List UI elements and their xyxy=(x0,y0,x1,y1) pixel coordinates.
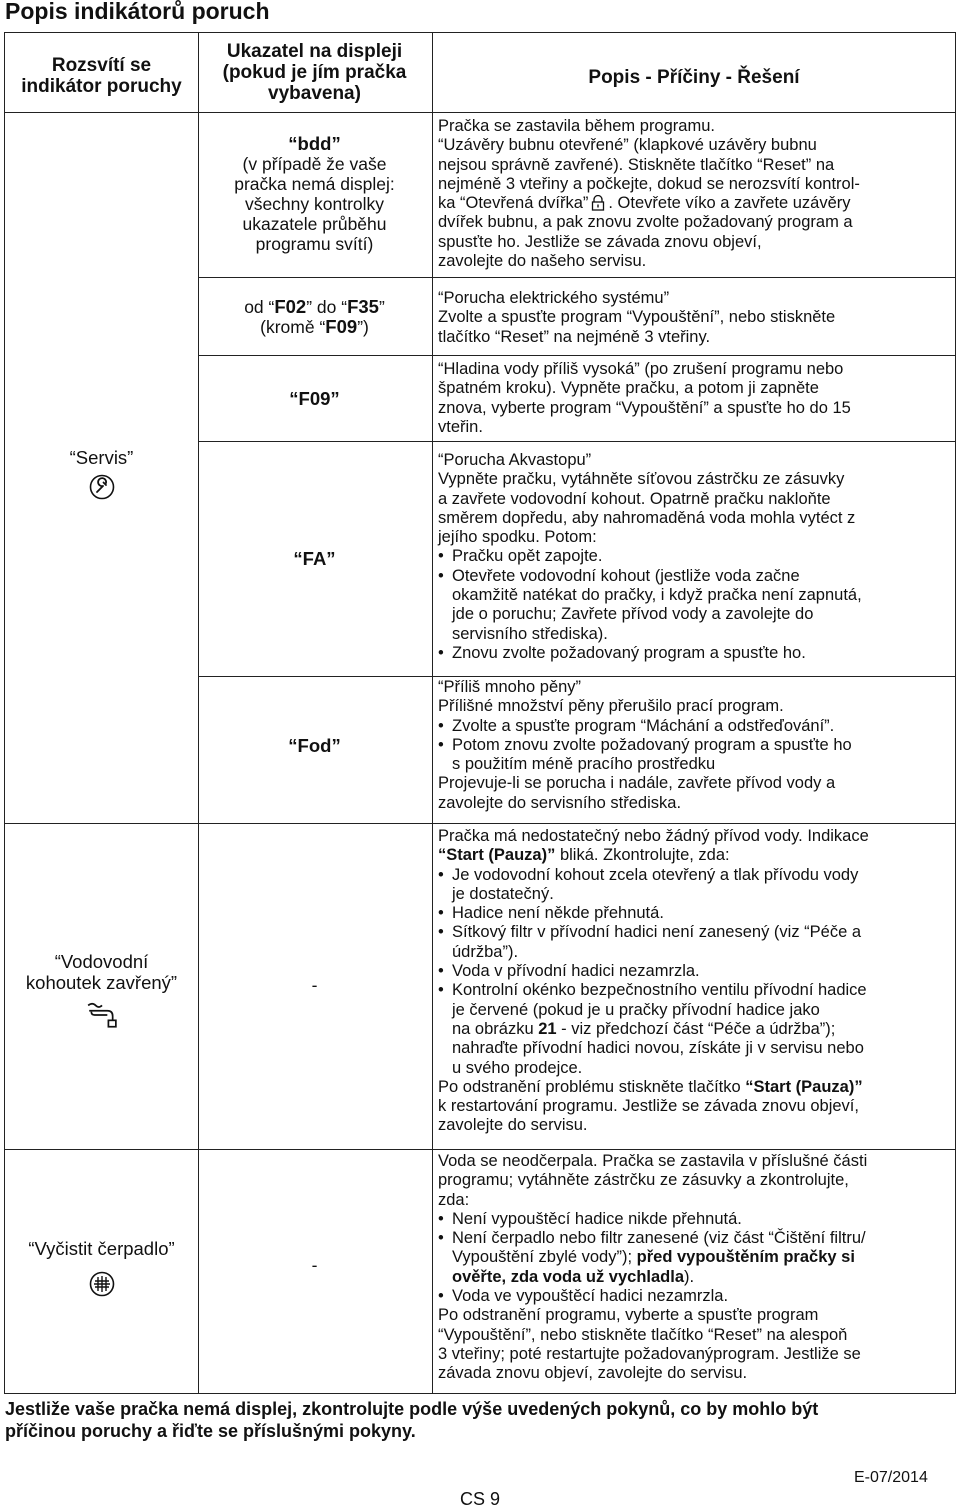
list-item: • Voda ve vypouštěcí hadici nezamrzla. xyxy=(438,1287,950,1306)
footer-note: Jestliže vaše pračka nemá displej, zkontrolujte podle výše uvedených pokynů, co by mohlo být příčinou poruchy a řiďte se příslušnými pokyny. xyxy=(5,1399,819,1441)
indicator-water-tap: “Vodovodní kohoutek zavřený” xyxy=(5,951,198,1033)
list-item: • Není vypouštěcí hadice nikde přehnutá. xyxy=(438,1210,950,1229)
list-item: • Je vodovodní kohout zcela otevřený a tlak přívodu vody xyxy=(438,866,950,885)
header-divider xyxy=(5,112,955,113)
list-item: • Hadice není někde přehnutá. xyxy=(438,904,950,923)
desc-bdd: Pračka se zastavila během programu. “Uzávěry bubnu otevřené” (klapkové uzávěry bubnu nejsou správně zavřené). Stiskněte tlačítko “Reset” na nejméně 3 vteřiny a počkejte, dokud se nerozsvítí kontrol- ka “Otevřená dvířka” . Otevřete víko a zavřete uzávěry dvířek bubnu, a pak znovu zvolte požadovaný program a spusťte ho. Jestliže se závada znovu objeví, zavolejte do našeho servisu. xyxy=(438,117,860,271)
code-fod: “Fod” xyxy=(288,735,341,756)
desc-water-tap: Pračka má nedostatečný nebo žádný přívod vody. Indikace “Start (Pauza)” bliká. Zkontrolujte, zda: • Je vodovodní kohout zcela otevřený a tlak přívodu vody je dostatečný. • Hadice není někde přehnutá. • Sítkový filtr v přívodní hadici není zanesený (viz “Péče a údržba”). • Voda v přívodní hadici nezamrzla. • Kontrolní okénko bezpečnostního ventilu přívodní hadice je červené (pokud je u pračky přívodní hadice jako na obrázku 21 - viz předchozí část “Péče a údržba”); nahraďte přívodní hadici novou, získáte ji v servisu nebo u svého prodejce. Po odstranění problému stiskněte tlačítko “Start (Pauza)” k restartování programu. Jestliže se závada znovu objeví, zavolejte do servisu. xyxy=(438,827,950,1136)
desc-f02: “Porucha elektrického systému” Zvolte a spusťte program “Vypouštění”, nebo stiskněte tlačítko “Reset” na nejméně 3 vteřiny. xyxy=(438,289,836,346)
desc-clean-pump: Voda se neodčerpala. Pračka se zastavila v příslušné části programu; vytáhněte zástrčku ze zásuvky a zkontrolujte, zda: • Není vypouštěcí hadice nikde přehnutá. • Není čerpadlo nebo filtr zanesené (viz část “Čištění filtru/ Vypouštění zbylé vody”); před vypouštěním pračky si ověřte, zda voda už vychladla). • Voda ve vypouštěcí hadici nezamrzla. Po odstranění programu, vyberte a spusťte program “Vypouštění”, nebo stiskněte tlačítko “Reset” na alespoň 3 vteřiny; poté restartujte požadovanýprogram. Jestliže se závada znovu objeví, zavolejte do servisu. xyxy=(438,1152,950,1384)
row-divider xyxy=(198,441,955,442)
list-item: • Pračku opět zapojte. xyxy=(438,547,950,566)
code-f02-f35: od “F02” do “F35” (kromě “F09”) xyxy=(244,296,385,337)
list-item: • Otevřete vodovodní kohout (jestliže voda začne xyxy=(438,567,950,586)
door-lock-icon xyxy=(590,195,606,211)
list-item: • Znovu zvolte požadovaný program a spusťte ho. xyxy=(438,644,950,663)
row-divider xyxy=(5,1149,955,1150)
desc-fa: “Porucha Akvastopu” Vypněte pračku, vytáhněte síťovou zástrčku ze zásuvky a zavřete vodovodní kohout. Opatrně pračku nakloňte směrem dopředu, aby nahromaděná voda mohla vytéct z jejího spodku. Potom: • Pračku opět zapojte. • Otevřete vodovodní kohout (jestliže voda začne okamžitě natékat do pračky, i když pračka není zapnutá, jde o poruchu; Zavřete přívod vody a zavolejte do servisního střediska). • Znovu zvolte požadovaný program a spusťte ho. xyxy=(438,451,950,663)
wrench-icon xyxy=(89,474,115,500)
row-divider xyxy=(198,355,955,356)
desc-f09: “Hladina vody příliš vysoká” (po zrušení programu nebo špatném kroku). Vypněte pračku, a potom ji zapněte znova, vyberte program “Vypouštění” a spusťte ho do 15 vteřin. xyxy=(438,360,851,436)
code-bdd: “bdd” (v případě že vaše pračka nemá displej: všechny kontrolky ukazatele průběhu programu svítí) xyxy=(234,133,395,254)
list-item: • Není čerpadlo nebo filtr zanesené (viz část “Čištění filtru/ xyxy=(438,1229,950,1248)
column-divider xyxy=(432,33,433,1393)
indicator-clean-pump: “Vyčistit čerpadlo” xyxy=(5,1238,198,1301)
page-number: CS 9 xyxy=(460,1489,501,1509)
code-none-water: - xyxy=(311,975,318,995)
header-description: Popis - Příčiny - Řešení xyxy=(588,67,800,88)
edition-code: E-07/2014 xyxy=(854,1469,928,1486)
code-none-pump: - xyxy=(311,1255,318,1275)
list-item: • Voda v přívodní hadici nezamrzla. xyxy=(438,962,950,981)
page-title: Popis indikátorů poruch xyxy=(5,0,270,24)
pump-filter-icon xyxy=(89,1271,115,1297)
list-item: • Potom znovu zvolte požadovaný program a spusťte ho xyxy=(438,736,950,755)
row-divider xyxy=(198,277,955,278)
list-item: • Zvolte a spusťte program “Máchání a odstřeďování”. xyxy=(438,717,950,736)
row-divider xyxy=(5,823,955,824)
list-item: • Kontrolní okénko bezpečnostního ventilu přívodní hadice xyxy=(438,981,950,1000)
header-indicator: Rozsvítí se indikátor poruchy xyxy=(21,55,182,97)
code-fa: “FA” xyxy=(293,548,336,569)
list-item: • Sítkový filtr v přívodní hadici není zanesený (viz “Péče a xyxy=(438,923,950,942)
header-display: Ukazatel na displeji (pokud je jím pračka vybavena) xyxy=(222,41,407,104)
row-divider xyxy=(198,676,955,677)
tap-icon xyxy=(86,1001,118,1029)
indicator-servis: “Servis” xyxy=(5,447,198,504)
code-f09: “F09” xyxy=(289,388,340,409)
desc-fod: “Příliš mnoho pěny” Přílišné množství pěny přerušilo prací program. • Zvolte a spusťte program “Máchání a odstřeďování”. • Potom znovu zvolte požadovaný program a spusťte ho s použitím méně pracího prostředku Projevuje-li se porucha i nadále, zavřete přívod vody a zavolejte do servisního střediska. xyxy=(438,678,950,813)
